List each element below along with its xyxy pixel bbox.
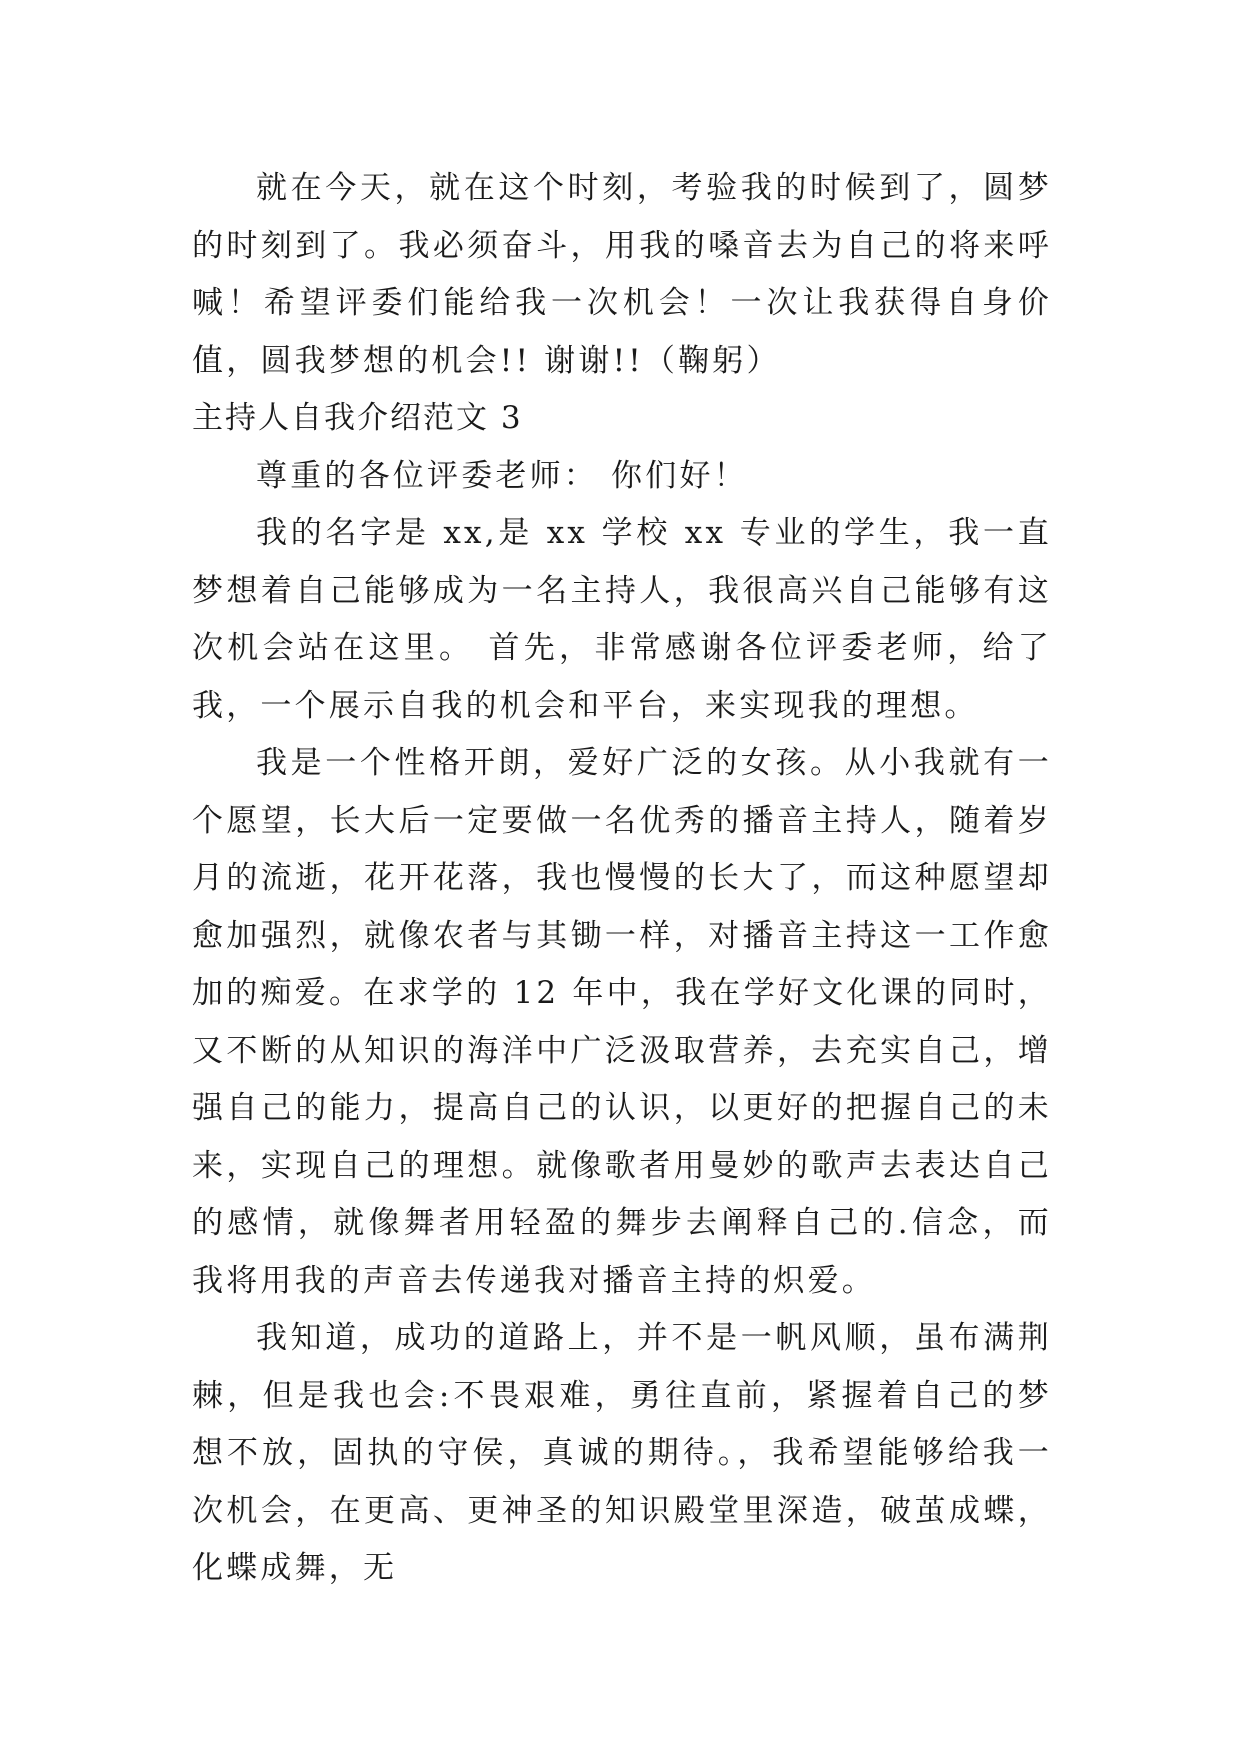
section-heading: 主持人自我介绍范文 3 [192,400,523,436]
document-page [192,160,1052,1598]
paragraph-closing: 就在今天，就在这个时刻，考验我的时候到了，圆梦的时刻到了。我必须奋斗，用我的嗓音去为自己的将来呼喊！希望评委们能给我一次机会！一次让我获得自身价值，圆我梦想的机会!! 谢谢!!（鞠躬） [192,170,1052,379]
paragraph-determination: 我知道，成功的道路上，并不是一帆风顺，虽布满荆棘，但是我也会:不畏艰难，勇往直前，紧握着自己的梦想不放，固执的守侯，真诚的期待。，我希望能够给我一次机会，在更高、更神圣的知识殿堂里深造，破茧成蝶，化蝶成舞，无 [192,1320,1052,1586]
paragraph-aspiration: 我是一个性格开朗，爱好广泛的女孩。从小我就有一个愿望，长大后一定要做一名优秀的播音主持人，随着岁月的流逝，花开花落，我也慢慢的长大了，而这种愿望却愈加强烈，就像农者与其锄一样，对播音主持这一工作愈加的痴爱。在求学的 12 年中，我在学好文化课的同时，又不断的从知识的海洋中广泛汲取营养，去充实自己，增强自己的能力，提高自己的认识，以更好的把握自己的未来，实现自己的理想。就像歌者用曼妙的歌声去表达自己的感情，就像舞者用轻盈的舞步去阐释自己的.信念，而我将用我的声音去传递我对播音主持的炽爱。 [192,745,1052,1299]
paragraph-greeting: 尊重的各位评委老师： 你们好！ [256,457,748,494]
paragraph-introduction: 我的名字是 xx,是 xx 学校 xx 专业的学生，我一直梦想着自己能够成为一名主持人，我很高兴自己能够有这次机会站在这里。 首先，非常感谢各位评委老师，给了我，一个展示自我的机会和平台，来实现我的理想。 [192,515,1052,724]
